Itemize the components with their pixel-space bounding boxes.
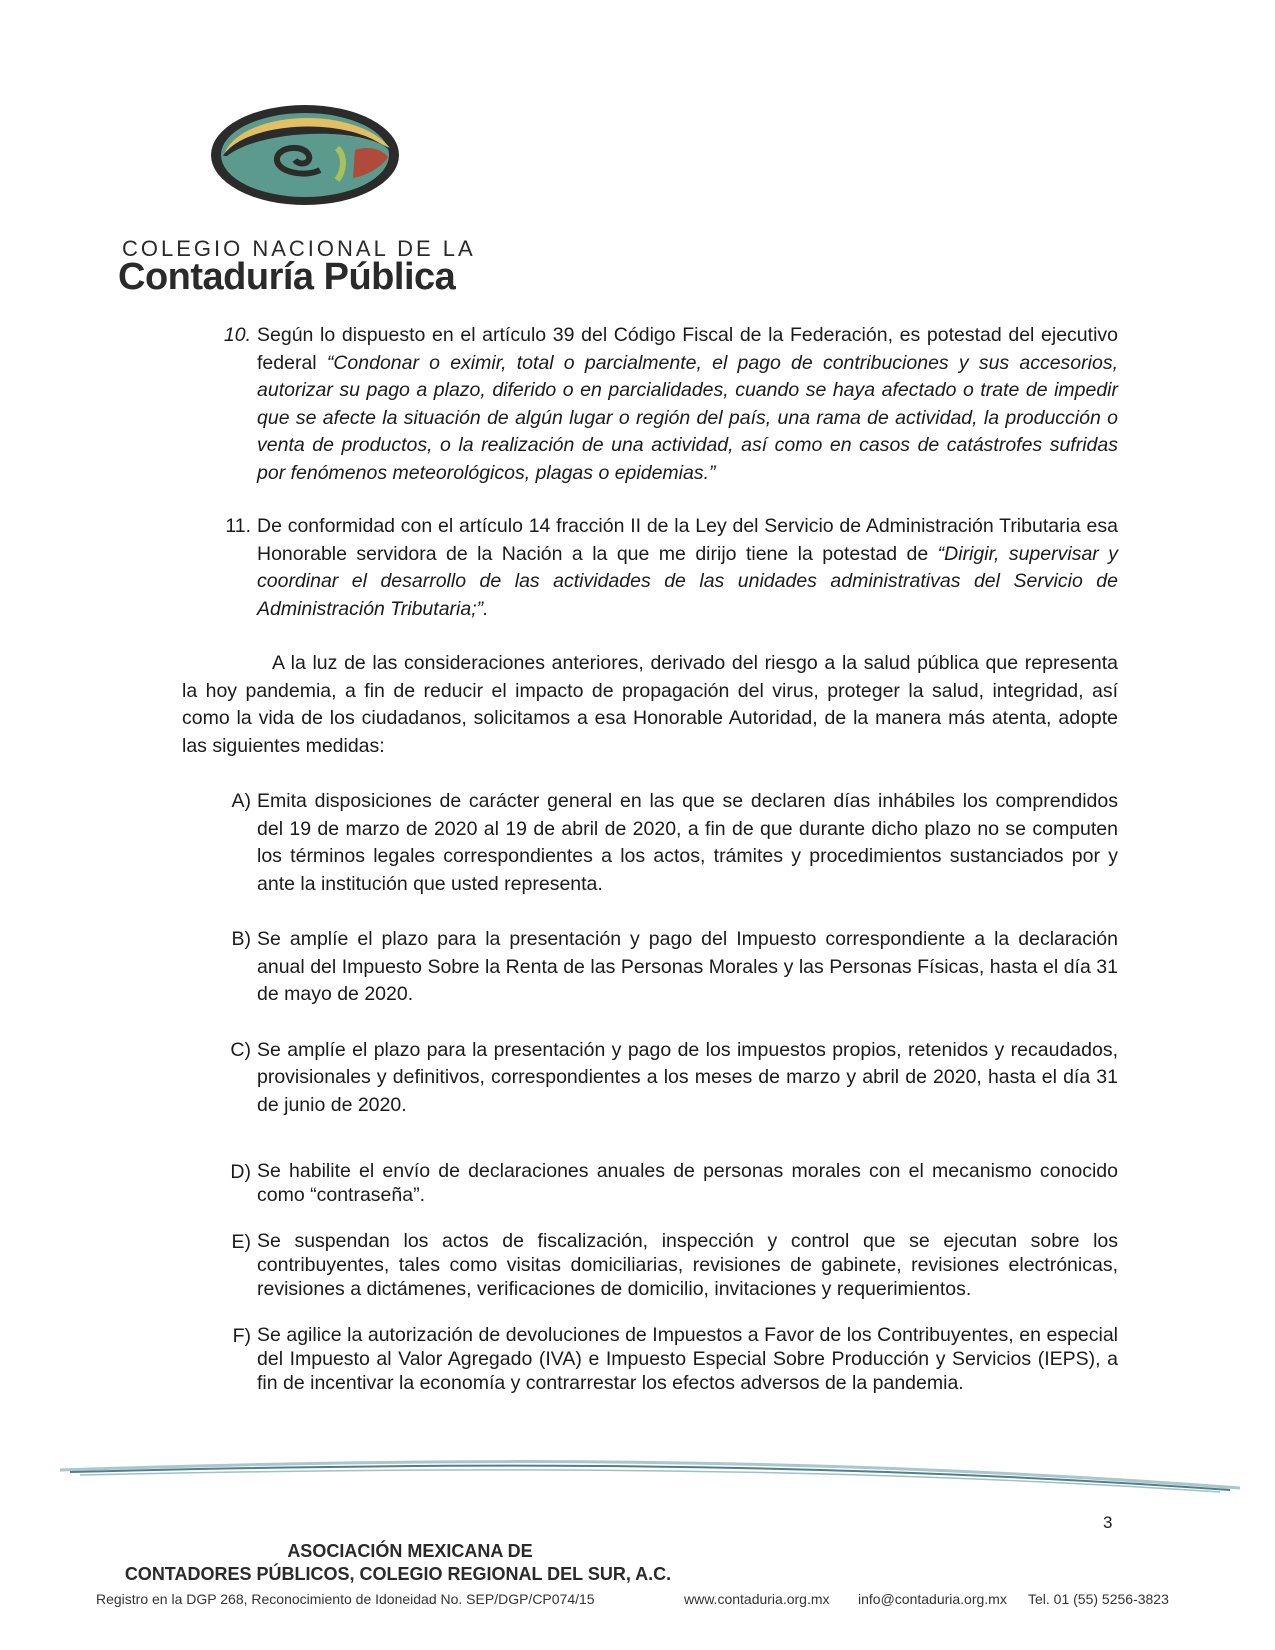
measure-item-c bbox=[182, 1037, 1118, 1120]
measure-text: Se amplíe el plazo para la presentación y pago de los impuestos propios, retenidos y recaudados, provisionales y definitivos, correspondientes a los meses de marzo y abril de 2020, hasta el día 31 de junio de 2020. bbox=[257, 1038, 1118, 1116]
list-item-11 bbox=[182, 513, 1118, 623]
org-name-line2: Contaduría Pública bbox=[118, 256, 456, 298]
document-body bbox=[182, 322, 1118, 1417]
item-text-quote: “Dirigir, supervisar y coordinar el desarrollo de las actividades de las unidades administrativas del Servicio de Administración Tributaria;”. bbox=[257, 542, 1118, 620]
measure-text: Se suspendan los actos de fiscalización, inspección y control que se ejecutan sobre los contribuyentes, tales como visitas domiciliarias, revisiones de gabinete, revisiones electrónicas, revisiones a dictámenes, verificaciones de domicilio, invitaciones y requerimientos. bbox=[257, 1230, 1118, 1300]
footer-registration: Registro en la DGP 268, Reconocimiento de Idoneidad No. SEP/DGP/CP074/15 bbox=[96, 1591, 595, 1607]
measure-letter: E) bbox=[231, 1231, 251, 1253]
measure-letter: A) bbox=[231, 790, 251, 812]
footer-association-line2: CONTADORES PÚBLICOS, COLEGIO REGIONAL DEL SUR, A.C. bbox=[124, 1564, 672, 1584]
item-text-quote: “Condonar o eximir, total o parcialmente, el pago de contribuciones y sus accesorios, autorizar su pago a plazo, diferido o en parcialidades, cuando se haya afectado o trate de impedir que se afecte la situación de algún lugar o región del país, una rama de actividad, la producción o venta de productos, o la realización de una actividad, así como en casos de catástrofes sufridas por fenómenos meteorológicos, plagas o epidemias.” bbox=[257, 351, 1118, 484]
measure-item-e bbox=[182, 1229, 1118, 1301]
measure-letter: C) bbox=[230, 1038, 251, 1061]
item-number: 10. bbox=[223, 324, 251, 346]
org-name-line1: COLEGIO NACIONAL DE LA bbox=[122, 236, 476, 261]
measure-letter: B) bbox=[231, 928, 251, 950]
measure-item-d bbox=[182, 1159, 1118, 1207]
item-text bbox=[257, 513, 1118, 623]
item-text-plain: De conformidad con el artículo 14 fracción II de la Ley del Servicio de Administración Tributaria esa Honorable servidora de la Nación a la que me dirijo tiene la potestad de bbox=[257, 515, 1118, 565]
measure-item-a bbox=[182, 788, 1118, 898]
measure-letter: D) bbox=[230, 1161, 251, 1183]
footer-email-link[interactable]: info@contaduria.org.mx bbox=[858, 1591, 1007, 1607]
measure-text: Emita disposiciones de carácter general en las que se declaren días inhábiles los comprendidos del 19 de marzo de 2020 al 19 de abril de 2020, a fin de que durante dicho plazo no se computen los términos legales correspondientes a los actos, trámites y procedimientos sustanciados por y ante la institución que usted representa. bbox=[257, 790, 1118, 895]
footer-website-link[interactable]: www.contaduria.org.mx bbox=[684, 1591, 830, 1607]
measure-text: Se agilice la autorización de devoluciones de Impuestos a Favor de los Contribuyentes, en especial del Impuesto al Valor Agregado (IVA) e Impuesto Especial Sobre Producción y Servicios (IEPS), a fin de incentivar la economía y contrarrestar los efectos adversos de la pandemia. bbox=[257, 1324, 1118, 1394]
measure-text: Se amplíe el plazo para la presentación y pago del Impuesto correspondiente a la declaración anual del Impuesto Sobre la Renta de las Personas Morales y las Personas Físicas, hasta el día 31 de mayo de 2020. bbox=[257, 928, 1118, 1005]
measure-text: Se habilite el envío de declaraciones anuales de personas morales con el mecanismo conocido como “contraseña”. bbox=[257, 1160, 1118, 1206]
list-item-10 bbox=[182, 322, 1118, 487]
item-number: 11. bbox=[225, 515, 251, 537]
footer-association-line1: ASOCIACIÓN MEXICANA DE bbox=[287, 1541, 533, 1561]
page-number: 3 bbox=[1103, 1513, 1113, 1532]
intro-paragraph: A la luz de las consideraciones anteriores, derivado del riesgo a la salud pública que representa la hoy pandemia, a fin de reducir el impacto de propagación del virus, proteger la salud, integridad, así como la vida de los ciudadanos, solicitamos a esa Honorable Autoridad, de la manera más atenta, adopte las siguientes medidas: bbox=[182, 652, 1118, 757]
item-text-plain: Según lo dispuesto en el artículo 39 del Código Fiscal de la Federación, es potestad del ejecutivo federal bbox=[257, 324, 1118, 374]
measure-item-f bbox=[182, 1323, 1118, 1395]
measure-letter: F) bbox=[232, 1325, 251, 1347]
item-text bbox=[257, 322, 1118, 487]
footer-phone: Tel. 01 (55) 5256-3823 bbox=[1028, 1591, 1169, 1607]
measure-item-b bbox=[182, 926, 1118, 1009]
footer-swoosh bbox=[60, 1450, 1240, 1500]
logo-icon bbox=[205, 100, 405, 210]
